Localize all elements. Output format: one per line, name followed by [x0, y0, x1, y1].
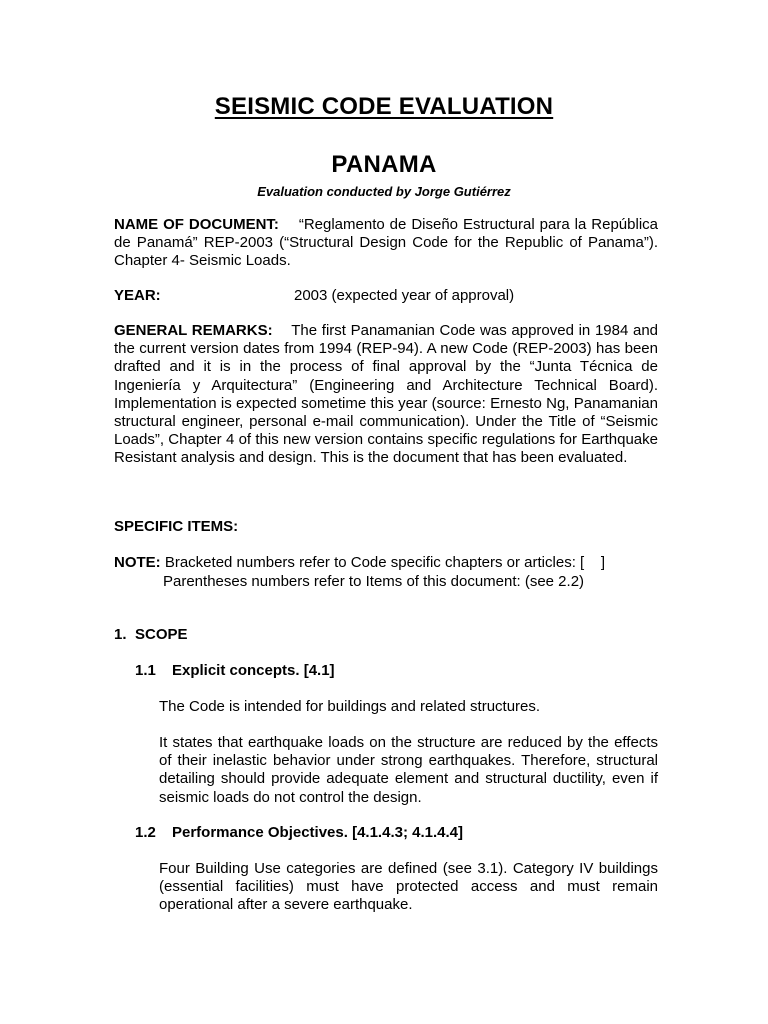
year-row: [114, 287, 515, 305]
section-1-heading: [114, 626, 188, 644]
section-1-2-paragraph-1: Four Building Use categories are defined (see 3.1). Category IV buildings (essential facilities) must have protected access and must remain operational after a severe earthquake.: [159, 860, 658, 914]
name-of-document-label: NAME OF DOCUMENT:: [114, 216, 279, 233]
note-line-1: [114, 554, 605, 572]
general-remarks-text: The first Panamanian Code was approved in 1984 and the current version dates from 1994 (REP-94). A new Code (REP-2003) has been drafted and it is in the process of final approval by the “Junta Técnica de Ingeniería y Arquitectura” (Engineering and Architecture Technical Board). Implementation is expected sometime this year (source: Ernesto Ng, Panamanian structural engineer, personal e-mail communication). Under the Title of “Seismic Loads”, Chapter 4 of this new version contains specific regulations for Earthquake Resistant analysis and design. This is the document that has been evaluated.: [114, 322, 659, 467]
section-1-2-heading: [135, 824, 463, 842]
general-remarks-paragraph: [114, 322, 658, 468]
country-heading: PANAMA: [331, 151, 437, 178]
evaluator-byline: Evaluation conducted by Jorge Gutiérrez: [257, 184, 511, 199]
note-label: NOTE:: [114, 554, 161, 571]
section-1-2-title: Performance Objectives. [4.1.4.3; 4.1.4.4]: [172, 824, 463, 841]
section-1-1-number: 1.1: [135, 662, 156, 679]
section-1-number: 1.: [114, 626, 127, 643]
section-1-1-paragraph-1: The Code is intended for buildings and related structures.: [159, 698, 541, 715]
name-of-document-paragraph: [114, 216, 658, 271]
year-label: YEAR:: [114, 287, 161, 304]
general-remarks-label: GENERAL REMARKS:: [114, 322, 273, 339]
document-title: SEISMIC CODE EVALUATION: [214, 93, 554, 120]
note-line-2: Parentheses numbers refer to Items of this document: (see 2.2): [163, 573, 585, 590]
section-1-title: SCOPE: [135, 626, 188, 643]
section-1-1-paragraph-2: It states that earthquake loads on the structure are reduced by the effects of their inelastic behavior under strong earthquakes. Therefore, structural detailing should provide adequate element and structural ductility, even if seismic loads do not control the design.: [159, 734, 658, 806]
name-of-document-text: “Reglamento de Diseño Estructural para la República de Panamá” REP-2003 (“Structural Design Code for the Republic of Panama”). Chapter 4- Seismic Loads.: [114, 216, 659, 270]
section-1-1-heading: [135, 662, 335, 680]
section-1-2-number: 1.2: [135, 824, 156, 841]
note-text-1: Bracketed numbers refer to Code specific chapters or articles: [ ]: [164, 554, 606, 571]
specific-items-heading: SPECIFIC ITEMS:: [114, 518, 239, 535]
section-1-1-title: Explicit concepts. [4.1]: [172, 662, 335, 679]
year-value: 2003 (expected year of approval): [294, 287, 515, 304]
